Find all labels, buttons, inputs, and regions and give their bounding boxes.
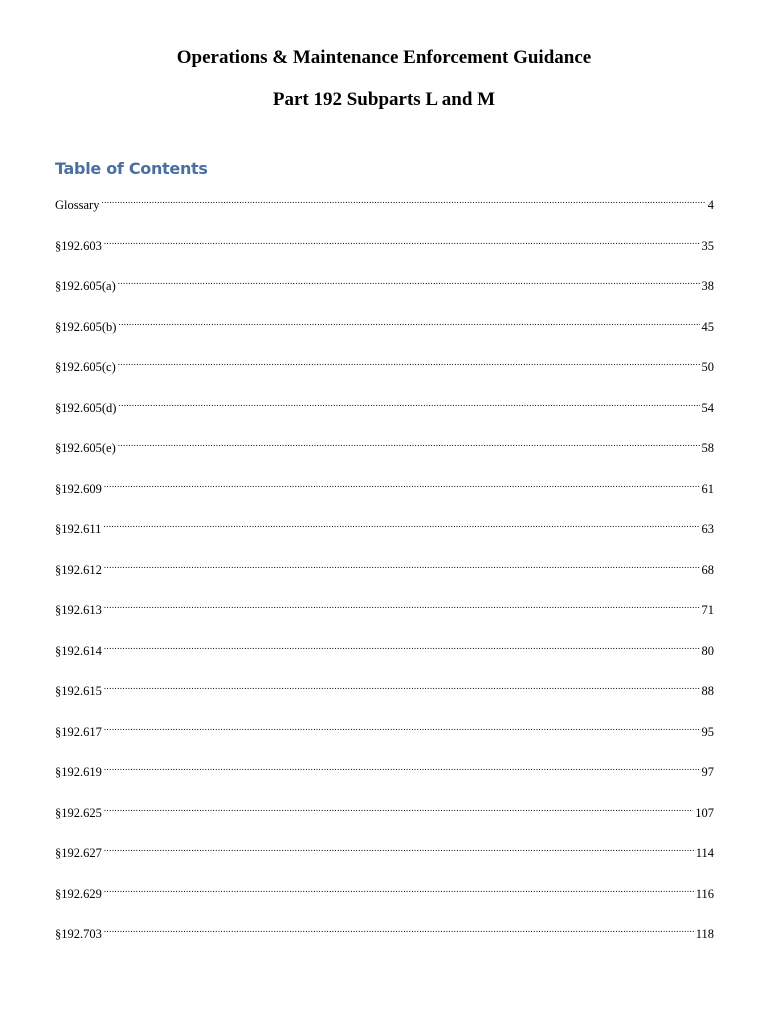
toc-dot-leader (104, 556, 700, 574)
toc-entry[interactable] (55, 434, 714, 475)
toc-dot-leader (103, 515, 699, 533)
toc-entry-label: §192.609 (55, 481, 102, 496)
document-subtitle: Part 192 Subparts L and M (272, 89, 496, 110)
toc-entry-page: 118 (695, 927, 714, 941)
toc-entry[interactable] (55, 880, 714, 921)
toc-entry-label: §192.627 (55, 846, 102, 860)
toc-dot-leader (104, 718, 700, 736)
toc-entry[interactable] (55, 394, 714, 435)
toc-entry-label: §192.614 (55, 643, 102, 658)
toc-entry[interactable] (55, 556, 714, 597)
toc-dot-leader (118, 353, 700, 371)
toc-entry-page: 88 (701, 684, 714, 698)
toc-entry-page: 58 (701, 441, 714, 455)
toc-dot-leader (104, 839, 694, 857)
toc-entry-label: §192.615 (55, 684, 102, 698)
toc-entry-label: §192.703 (55, 927, 102, 941)
toc-entry-label: §192.629 (55, 886, 102, 901)
toc-entry-label: §192.611 (55, 522, 102, 536)
toc-dot-leader (104, 920, 694, 938)
toc-entry[interactable] (55, 637, 714, 678)
toc-entry-label: Glossary (55, 198, 100, 212)
toc-entry[interactable] (55, 353, 714, 394)
toc-entry-page: 4 (707, 198, 714, 212)
toc-entry-label: §192.612 (55, 562, 102, 577)
toc-entry-page: 107 (695, 805, 714, 820)
toc-dot-leader (104, 758, 700, 776)
toc-entry-page: 50 (701, 360, 714, 374)
document-title: Operations & Maintenance Enforcement Guidance (176, 47, 592, 68)
toc-entry[interactable] (55, 191, 714, 232)
toc-dot-leader (104, 677, 700, 695)
toc-dot-leader (118, 394, 699, 412)
toc-entry[interactable] (55, 920, 714, 961)
toc-dot-leader (104, 637, 700, 655)
toc-entry-page: 38 (701, 279, 714, 293)
toc-dot-leader (104, 475, 700, 493)
toc-list (55, 191, 714, 961)
toc-entry-page: 116 (695, 886, 714, 901)
toc-entry-page: 71 (701, 603, 714, 617)
toc-entry-page: 45 (701, 319, 714, 334)
toc-dot-leader (104, 232, 700, 250)
toc-entry[interactable] (55, 718, 714, 759)
toc-entry[interactable] (55, 799, 714, 840)
toc-dot-leader (104, 880, 694, 898)
toc-dot-leader (104, 799, 693, 817)
toc-entry[interactable] (55, 839, 714, 880)
toc-entry[interactable] (55, 515, 714, 556)
toc-entry[interactable] (55, 232, 714, 273)
toc-entry[interactable] (55, 475, 714, 516)
toc-entry-label: §192.619 (55, 765, 102, 779)
toc-entry-page: 68 (701, 562, 714, 577)
toc-dot-leader (104, 596, 700, 614)
toc-entry[interactable] (55, 596, 714, 637)
toc-entry-page: 80 (701, 643, 714, 658)
toc-entry[interactable] (55, 677, 714, 718)
toc-dot-leader (101, 191, 705, 209)
toc-entry-page: 54 (701, 400, 714, 415)
toc-dot-leader (118, 434, 700, 452)
toc-entry[interactable] (55, 272, 714, 313)
toc-entry-label: §192.605(d) (55, 400, 117, 415)
toc-entry-page: 114 (695, 846, 714, 860)
toc-entry-label: §192.603 (55, 238, 102, 253)
toc-entry-label: §192.605(a) (55, 279, 116, 293)
toc-dot-leader (118, 313, 699, 331)
toc-heading: Table of Contents (55, 159, 208, 178)
toc-entry-label: §192.617 (55, 724, 102, 739)
toc-entry-label: §192.605(b) (55, 319, 117, 334)
toc-entry-page: 97 (701, 765, 714, 779)
toc-entry-page: 61 (701, 481, 714, 496)
toc-entry-page: 95 (701, 724, 714, 739)
toc-entry-page: 63 (701, 522, 714, 536)
toc-entry[interactable] (55, 313, 714, 354)
toc-entry-label: §192.613 (55, 603, 102, 617)
toc-entry-label: §192.605(e) (55, 441, 116, 455)
toc-entry-label: §192.605(c) (55, 360, 116, 374)
toc-entry-label: §192.625 (55, 805, 102, 820)
toc-dot-leader (118, 272, 700, 290)
toc-entry[interactable] (55, 758, 714, 799)
toc-entry-page: 35 (701, 238, 714, 253)
